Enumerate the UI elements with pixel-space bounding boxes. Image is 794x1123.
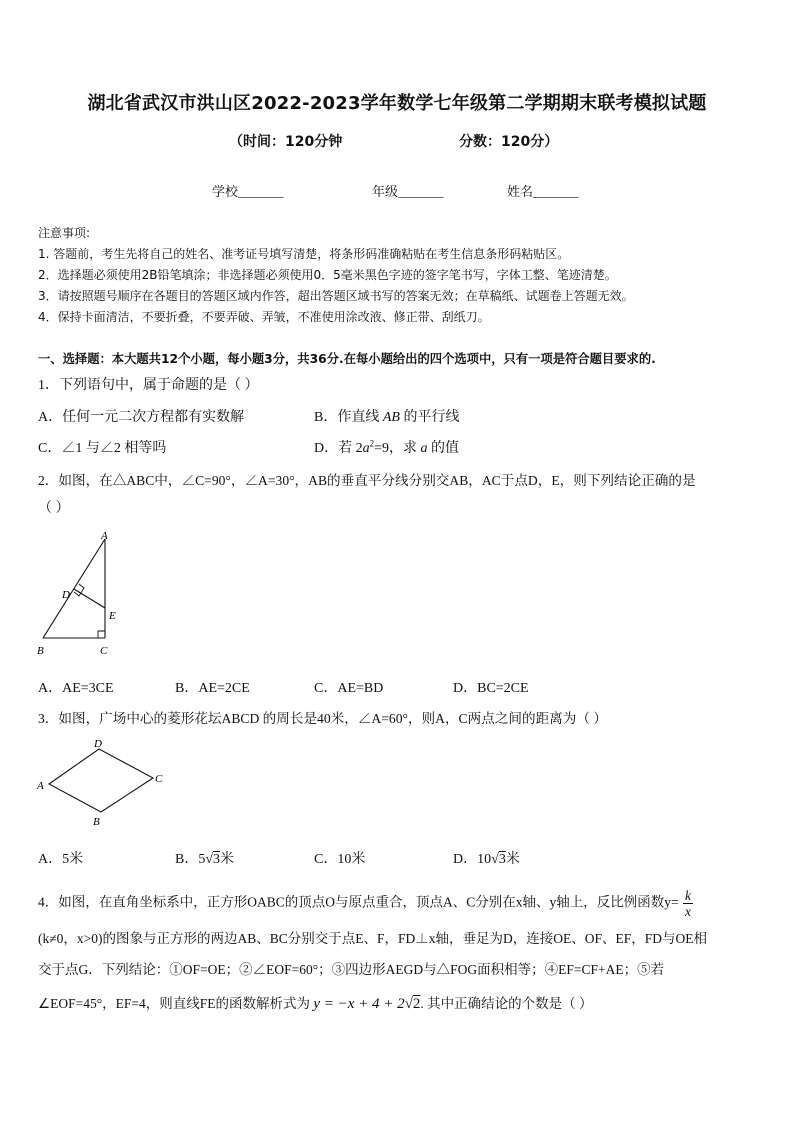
q2-option-b: B．AE=2CE (175, 681, 250, 696)
q2-side-ab (43, 539, 105, 638)
q3-option-b-pre: B．5 (175, 852, 206, 867)
q3-option-d-pre: D．10 (453, 852, 492, 867)
q3-option-c: C．10米 (314, 852, 366, 867)
q3-option-d (453, 848, 520, 868)
q3-label-a: A (37, 780, 44, 792)
q3-option-b (175, 848, 234, 868)
q3-label-d: D (94, 738, 102, 750)
q2-option-a: A．AE=3CE (38, 681, 114, 696)
q2-triangle-figure (32, 527, 122, 662)
q4-sqrt-sign: √ (404, 996, 413, 1012)
school-field: 学校_______ (212, 184, 284, 199)
q1-option-d (314, 437, 459, 457)
section-heading: 一、选择题：本大题共12个小题，每小题3分，共36分.在每小题给出的四个选项中，只有一项是符合题目要求的. (38, 352, 656, 366)
q4-frac-den: x (685, 904, 691, 919)
q4-line4-formula: y = −x + 4 + 2 (313, 996, 405, 1012)
q1-stem: 1．下列语句中，属于命题的是（ ） (38, 378, 259, 393)
q4-line4-post: . 其中正确结论的个数是（ ） (420, 996, 593, 1011)
q4-line1 (38, 888, 693, 919)
q4-frac-num: k (685, 888, 691, 903)
notes-heading: 注意事项: (38, 226, 91, 240)
q1-option-a: A．任何一元二次方程都有实数解 (38, 410, 245, 425)
q1-option-b-var: AB (382, 410, 400, 425)
q2-label-a: A (101, 530, 108, 542)
q1-option-b-post: 的平行线 (403, 410, 460, 425)
q4-line2: (k≠0，x>0)的图象与正方形的两边AB、BC分别交于点E、F，FD⊥x轴，垂足为D，连接OE、OF、EF，FD与OE相 (38, 931, 708, 946)
q4-line3: 交于点G．下列结论：①OF=OE；②∠EOF=60°；③四边形AEGD与△FOG面积相等；④EF=CF+AE；⑤若 (38, 962, 665, 977)
name-field: 姓名_______ (507, 184, 579, 199)
notes-item: 4．保持卡面清洁，不要折叠，不要弄破、弄皱，不准使用涂改液、修正带、刮纸刀。 (38, 310, 490, 324)
q4-line4-pre: ∠EOF=45°，EF=4，则直线FE的函数解析式为 (38, 996, 310, 1011)
q4-line4 (38, 992, 593, 1013)
q1-option-b-pre: B．作直线 (314, 410, 380, 425)
q3-option-b-post: 米 (220, 852, 235, 867)
q4-line4-rad: 2 (412, 996, 421, 1012)
q4-line1-text: 4．如图，在直角坐标系中，正方形OABC的顶点O与原点重合，顶点A、C分别在x轴、y轴上，反比例函数y= (38, 894, 679, 910)
q2-stem-line1: 2．如图，在△ABC中，∠C=90°，∠A=30°，AB的垂直平分线分别交AB，AC于点D，E，则下列结论正确的是 (38, 473, 696, 488)
q1-option-d-mid: =9，求 (374, 441, 418, 456)
q3-sqrt-sign: √ (491, 852, 499, 867)
q2-stem-line2: （ ） (38, 501, 70, 516)
q2-option-d: D．BC=2CE (453, 681, 529, 696)
page-title: 湖北省武汉市洪山区2022-2023学年数学七年级第二学期期末联考模拟试题 (87, 93, 707, 114)
q3-sqrt-sign: √ (205, 852, 214, 867)
q2-right-angle-c (98, 631, 105, 638)
notes-item: 1. 答题前，考生先将自己的姓名、准考证号填写清楚，将条形码准确粘贴在考生信息条形码粘贴区。 (38, 247, 570, 261)
q1-option-d-pre: D．若 2 (314, 441, 363, 456)
q2-label-b: B (37, 645, 44, 657)
q3-label-b: B (93, 816, 100, 828)
q3-label-c: C (155, 773, 163, 785)
q3-option-d-rad: 3 (498, 852, 506, 867)
q1-option-d-sup: 2 (369, 438, 375, 449)
q1-option-b (314, 406, 459, 426)
q1-option-d-a: a (362, 441, 370, 456)
q3-rhombus-figure (32, 732, 172, 832)
q2-label-e: E (109, 610, 116, 622)
q1-option-d-post: 的值 (431, 441, 460, 456)
q1-option-c: C．∠1 与∠2 相等吗 (38, 441, 167, 456)
q2-label-d: D (62, 589, 70, 601)
time-label: （时间：120分钟 (229, 134, 343, 150)
grade-field: 年级_______ (372, 184, 444, 199)
q2-label-c: C (100, 645, 108, 657)
q3-option-b-rad: 3 (213, 852, 221, 867)
q4-fraction (683, 888, 693, 919)
q2-perpendicular-de (74, 589, 105, 608)
q3-option-a: A．5米 (38, 852, 84, 867)
q3-stem: 3．如图，广场中心的菱形花坛ABCD 的周长是40米，∠A=60°，则A，C两点之间的距离为（ ） (38, 711, 607, 726)
q1-option-d-var: a (420, 441, 428, 456)
notes-item: 2．选择题必须使用2B铅笔填涂；非选择题必须使用0．5毫米黑色字迹的签字笔书写，字体工整、笔迹清楚。 (38, 268, 617, 282)
notes-item: 3．请按照题号顺序在各题目的答题区域内作答，超出答题区域书写的答案无效；在草稿纸、试题卷上答题无效。 (38, 289, 634, 303)
q2-option-c: C．AE=BD (314, 681, 384, 696)
q3-option-d-post: 米 (505, 852, 520, 867)
score-label: 分数：120分） (459, 134, 559, 150)
q3-rhombus (49, 749, 153, 812)
